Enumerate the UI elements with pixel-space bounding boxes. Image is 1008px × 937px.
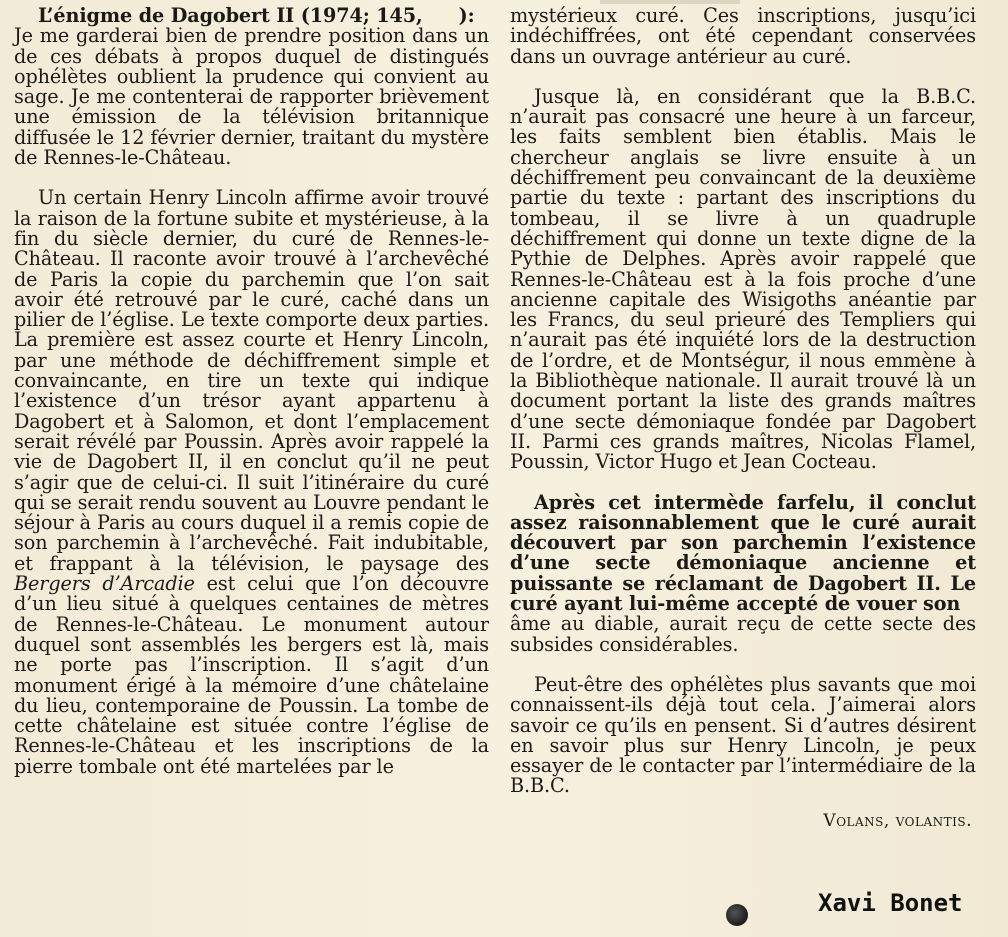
paragraph-conclusion-bold: Après cet intermède farfelu, il conclut assez raisonnablement que le curé aurait découvert par son parchemin l’existence d’une secte démoniaque ancienne et puissante se réclamant de Dagobert II. Le curé ayant lui-même accepté de vouer son (510, 490, 976, 616)
ink-dot (726, 904, 748, 926)
paragraph-lincoln-text-cont: est celui que l’on découvre d’un lieu situé à quelques centaines de mètres de Rennes-le-Château. Le monument autour duquel sont assemblés les bergers est là, mais ne porte pas l’inscription. Il s’agit d’un monument érigé à la mémoire d’une châtelaine du lieu, contemporaine de Poussin. La tombe de cette châtelaine est située contre l’église de Rennes-le-Château et les inscriptions de la pierre tombale ont été martelées par le (14, 572, 489, 778)
paragraph-conclusion-end: âme au diable, aurait reçu de cette secte des subsides considérables. (510, 612, 976, 656)
painting-title: Bergers d’Arcadie (14, 572, 195, 596)
right-column (510, 6, 976, 831)
paragraph-closing: Peut-être des ophélètes plus savants que moi connaissent-ils déjà tout cela. J’aimerai alors savoir ce qu’ils en pensent. Si d’autres désirent en savoir plus sur Henry Lincoln, je peux essayer de le contacter par l’intermédiaire de la B.B.C. (510, 672, 976, 798)
paragraph-bbc: Jusque là, en considérant que la B.B.C. n’aurait pas consacré une heure à un farceur, les faits semblent bien établis. Mais le chercheur anglais se livre ensuite à un déchiffrement peu convaincant de la deuxième partie du texte : partant des inscriptions du tombeau, il se livre à un quadruple déchiffrement qui donne un texte digne de la Pythie de Delphes. Après avoir rappelé que Rennes-le-Château est à la fois proche d’une ancienne capitale des Wisigoths anéantie par les Francs, du seul prieuré des Templiers qui n’aurait pas été inquiété lors de la destruction de l’ordre, et de Montségur, il nous emmène à la Bibliothèque nationale. Il aurait trouvé là un document portant la liste des grands maîtres d’une secte démoniaque fondée par Dagobert II. Parmi ces grands maîtres, Nicolas Flamel, Poussin, Victor Hugo et Jean Cocteau. (510, 84, 976, 474)
headline-reference: (1974; 145, (294, 4, 423, 27)
paragraph-continuation: mystérieux curé. Ces inscriptions, jusqu’ici indéchiffrées, ont été cependant conservées dans un ouvrage antérieur au curé. (510, 4, 976, 68)
headline-title: L’énigme de Dagobert II (38, 4, 295, 27)
scan-credit: Xavi Bonet (818, 889, 963, 917)
left-column (14, 6, 489, 777)
headline-colon: ): (458, 4, 475, 27)
paragraph-lincoln (14, 188, 489, 777)
signature: Volans, volantis. (823, 810, 972, 831)
headline (14, 6, 489, 26)
paragraph-lincoln-text: Un certain Henry Lincoln affirme avoir trouvé la raison de la fortune subite et mystérieuse, à la fin du siècle dernier, du curé de Rennes-le-Château. Il raconte avoir trouvé à l’archevêché de Paris la copie du parchemin que l’on sait avoir été retrouvé par le curé, caché dans un pilier de l’église. Le texte comporte deux parties. La première est assez courte et Henry Lincoln, par une méthode de déchiffrement simple et convaincante, en tire un texte qui indique l’existence d’un trésor ayant appartenu à Dagobert et à Salomon, et dont l’emplacement serait révélé par Poussin. Après avoir rappelé la vie de Dagobert II, il en conclut qu’il ne peut s’agir que de celui-ci. Il suit l’itinéraire du curé qui se serait rendu souvent au Louvre pendant le séjour à Paris au cours duquel il a remis copie de son parchemin à l’archevêché. Fait indubitable, et frappant à la télévision, le paysage des (14, 186, 489, 575)
paragraph-intro: Je me garderai bien de prendre position dans un de ces débats à propos duquel de distingués ophélètes oublient la prudence qui convient au sage. Je me contenterai de rapporter brièvement une émission de la télévision britannique diffusée le 12 février dernier, traitant du mystère de Rennes-le-Château. (14, 24, 489, 170)
